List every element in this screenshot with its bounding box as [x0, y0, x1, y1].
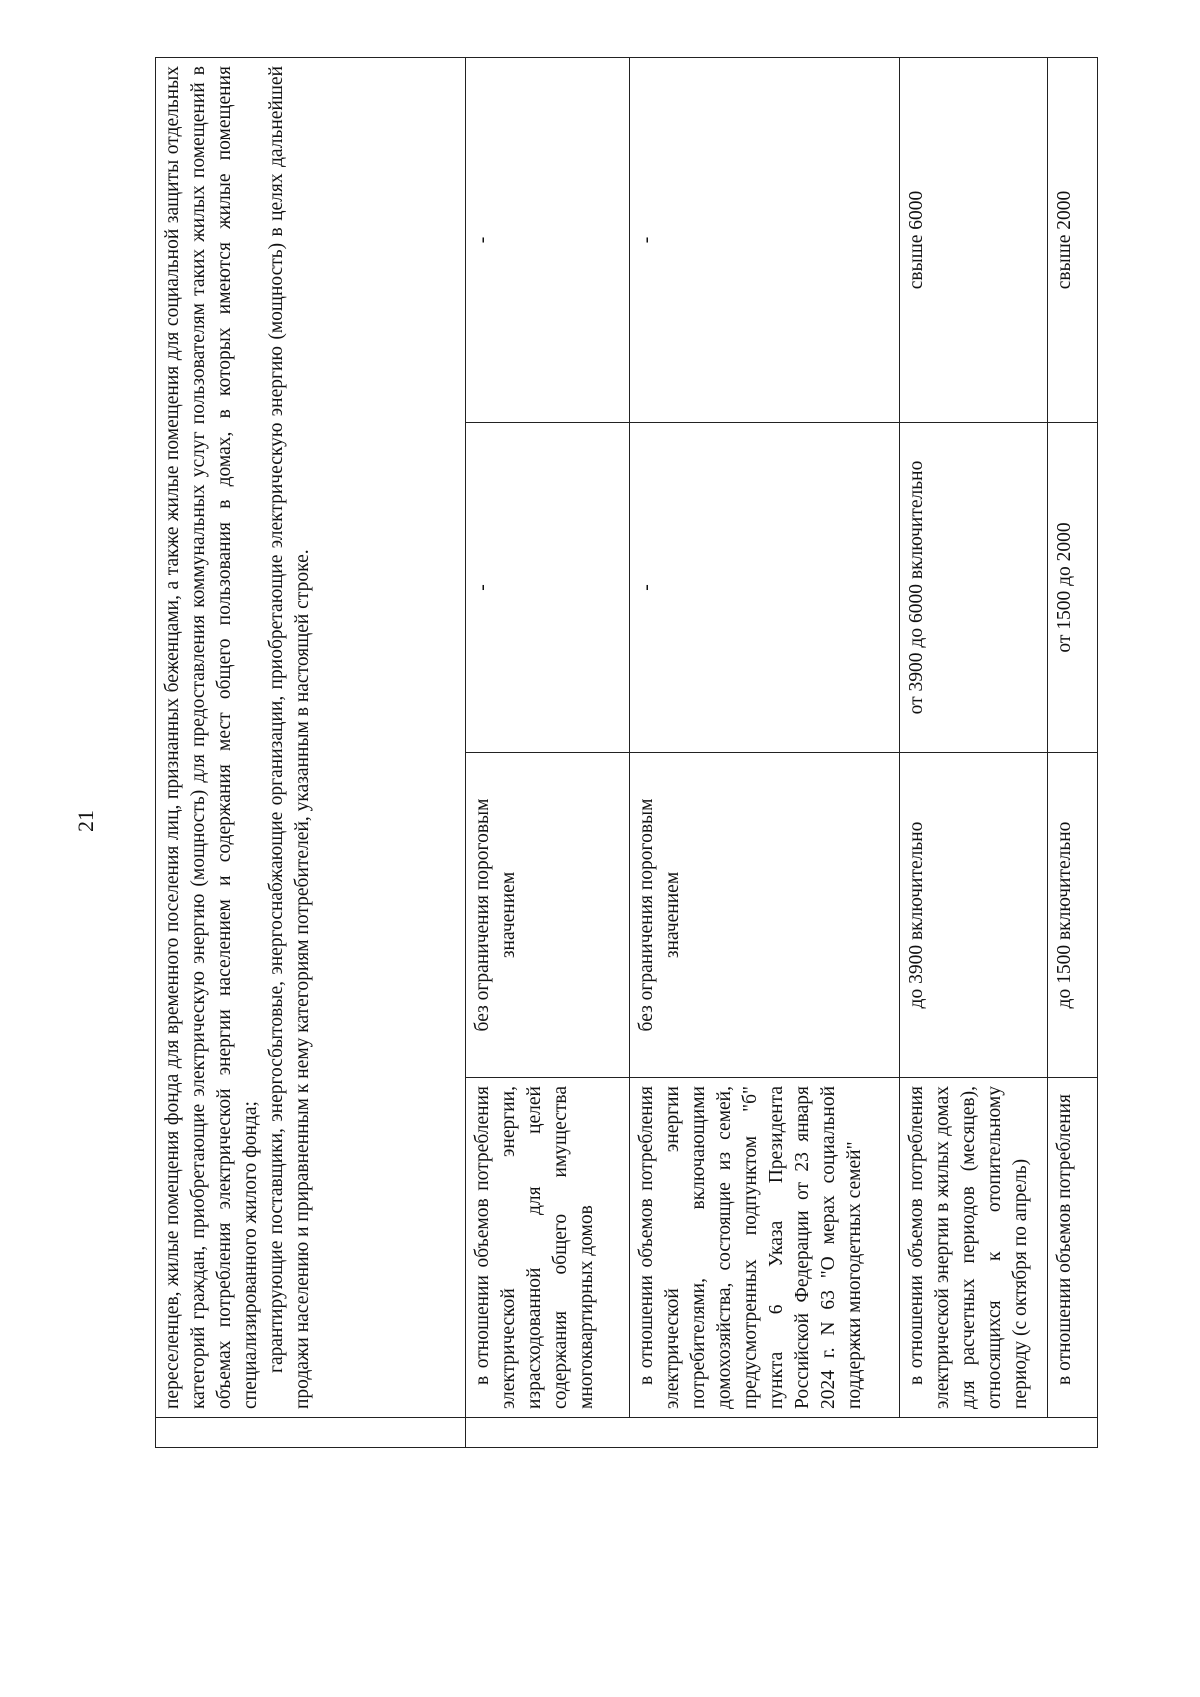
threshold-cell-3: - [466, 57, 630, 422]
intro-cell [156, 57, 466, 1417]
rotated-table-sheet [155, 58, 1075, 1448]
row-description: в отношении объемов потребления электрической энергии в жилых домах для расчетных периодов (месяцев), относящихся к отопительному периоду (с октября по апрель) [900, 1078, 1048, 1418]
threshold-cell-3: свыше 6000 [900, 57, 1048, 422]
threshold-cell-1: до 1500 включительно [1048, 753, 1098, 1078]
table-row [466, 57, 630, 1447]
threshold-cell-2: от 1500 до 2000 [1048, 423, 1098, 753]
row-marker-cell [156, 1418, 466, 1448]
table-row-intro [156, 57, 466, 1447]
row-description: в отношении объемов потребления электрической энергии, израсходованной для целей содержания общего имущества многоквартирных домов [466, 1078, 630, 1418]
tariff-table [155, 57, 1098, 1448]
row-marker-cell [466, 1418, 1098, 1448]
threshold-cell-1: без ограничения пороговым значением [466, 753, 630, 1078]
threshold-cell-1: без ограничения пороговым значением [630, 753, 900, 1078]
threshold-cell-3: свыше 2000 [1048, 57, 1098, 422]
table-row [630, 57, 900, 1447]
threshold-cell-2: - [630, 423, 900, 753]
threshold-cell-2: от 3900 до 6000 включительно [900, 423, 1048, 753]
page-number: 21 [73, 810, 98, 832]
intro-paragraph-2: гарантирующие поставщики, энергосбытовые, энергоснабжающие организации, приобретающие электрическую энергию (мощность) в целях дальнейшей продажи населению и приравненным к нему категориям потребителей, указанным в настоящей строке. [266, 65, 313, 1409]
intro-paragraph-1: переселенцев, жилые помещения фонда для временного поселения лиц, признанных беженцами, а также жилые помещения для социальной защиты отдельных категорий граждан, приобретающие электрическую энергию (мощность) для предоставления коммунальных услуг пользователям таких жилых помещений в объемах потребления электрической энергии населением и содержания мест общего пользования в домах, в которых имеются жилые помещения специализированного жилого фонда; [162, 65, 261, 1409]
row-description: в отношении объемов потребления [1048, 1078, 1098, 1418]
threshold-cell-2: - [466, 423, 630, 753]
threshold-cell-1: до 3900 включительно [900, 753, 1048, 1078]
threshold-cell-3: - [630, 57, 900, 422]
table-row [900, 57, 1048, 1447]
row-description: в отношении объемов потребления электрической энергии потребителями, включающими домохозяйства, состоящие из семей, предусмотренных подпунктом "б" пункта 6 Указа Президента Российской Федерации от 23 января 2024 г. N 63 "О мерах социальной поддержки многодетных семей" [630, 1078, 900, 1418]
table-row [1048, 57, 1098, 1447]
